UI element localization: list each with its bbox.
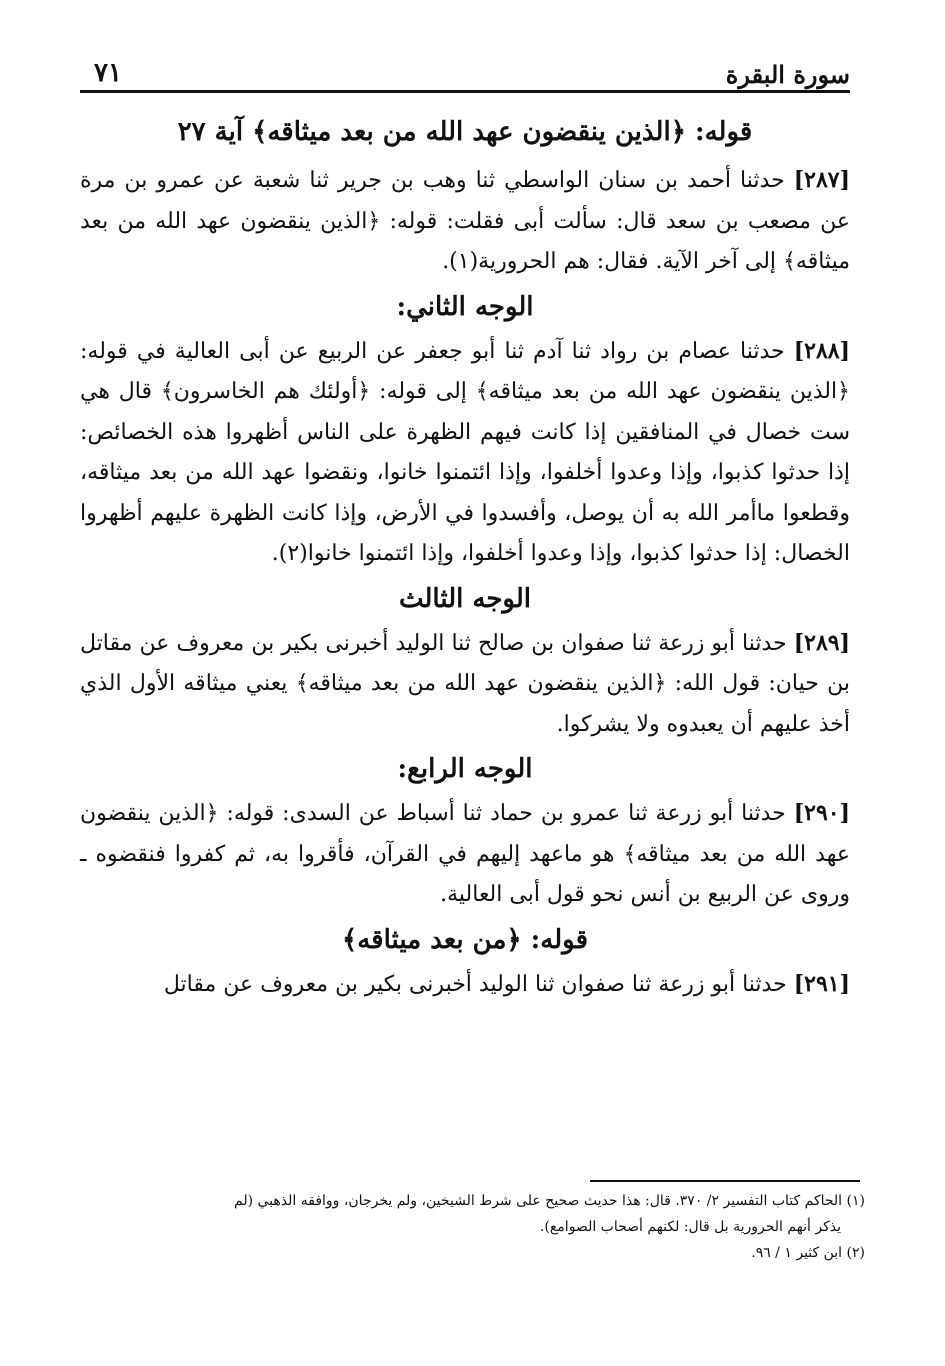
hadith-number: [٢٨٩] xyxy=(793,629,850,656)
hadith-text: حدثنا أبو زرعة ثنا صفوان ثنا الوليد أخبرنى بكير بن معروف عن مقاتل xyxy=(163,971,787,997)
footnotes xyxy=(65,1188,865,1266)
section-heading-verse-27: قوله: ﴿الذين ينقضون عهد الله من بعد ميثاقه﴾ آية ٢٧ xyxy=(177,117,753,147)
hadith-number: [٢٩١] xyxy=(793,970,850,997)
hadith-289 xyxy=(80,623,850,746)
footnote-rule xyxy=(590,1180,860,1182)
hadith-291 xyxy=(80,964,850,1006)
hadith-text: حدثنا أبو زرعة ثنا صفوان بن صالح ثنا الوليد أخبرنى بكير بن معروف عن مقاتل بن حيان: قول الله: ﴿الذين ينقضون عهد الله من بعد ميثاقه﴾ يعني ميثاقه الأول الذي أخذ عليهم أن يعبدوه ولا يشركوا. xyxy=(80,630,850,737)
hadith-290 xyxy=(80,793,850,916)
section-heading-third-aspect: الوجه الثالث xyxy=(398,583,531,614)
hadith-number: [٢٩٠] xyxy=(793,800,851,826)
page-number: ٧١ xyxy=(94,58,122,88)
main-text xyxy=(80,112,850,1005)
hadith-text: حدثنا أحمد بن سنان الواسطي ثنا وهب بن جرير ثنا شعبة عن عمرو بن مرة عن مصعب بن سعد قال: سألت أبى فقلت: قوله: ﴿الذين ينقضون عهد الله من بعد ميثاقه﴾ إلى آخر الآية. فقال: هم الحرورية(١). xyxy=(80,168,850,274)
footnote-1-line-1: (١) الحاكم كتاب التفسير ٢/ ٣٧٠. قال: هذا حديث صحيح على شرط الشيخين، ولم يخرجان، ووافقه الذهبي (لم xyxy=(234,1193,865,1209)
hadith-number: [٢٨٨] xyxy=(793,337,850,364)
section-heading-after-covenant: قوله: ﴿من بعد ميثاقه﴾ xyxy=(342,924,588,955)
page-header xyxy=(80,52,850,92)
section-heading-fourth-aspect: الوجه الرابع: xyxy=(397,754,533,784)
header-rule xyxy=(80,90,850,93)
footnote-1 xyxy=(65,1188,865,1240)
hadith-text: حدثنا أبو زرعة ثنا عمرو بن حماد ثنا أسباط عن السدى: قوله: ﴿الذين ينقضون عهد الله من بعد ميثاقه﴾ هو ماعهد إليهم في القرآن، فأقروا به، ثم كفروا فنقضوه ـ وروى عن الربيع بن أنس نحو قول أبى العالية. xyxy=(80,801,850,907)
surah-title: سورة البقرة xyxy=(725,60,850,89)
hadith-text: حدثنا عصام بن رواد ثنا آدم ثنا أبو جعفر عن الربيع عن أبى العالية في قوله: ﴿الذين ينقضون عهد الله من بعد ميثاقه﴾ إلى قوله: ﴿أولئك هم الخاسرون﴾ قال هي ست خصال في المنافقين إذا كانت فيهم الظهرة على الناس أظهروا هذه الخصائص: إذا حدثوا كذبوا، وإذا وعدوا أخلفوا، وإذا ائتمنوا خانوا، ونقضوا عهد الله من بعد ميثاقه، وقطعوا ماأمر الله به أن يوصل، وأفسدوا في الأرض، وإذا كانت الظهرة عليهم أظهروا الخصال: إذا حدثوا كذبوا، وإذا وعدوا أخلفوا، وإذا ائتمنوا خانوا(٢). xyxy=(80,338,850,566)
footnote-1-line-2: يذكر أنهم الحرورية بل قال: لكنهم أصحاب الصوامع). xyxy=(539,1219,841,1235)
footnote-2: (٢) ابن كثير ١ / ٩٦. xyxy=(751,1245,865,1261)
section-heading-second-aspect: الوجه الثاني: xyxy=(396,291,534,322)
hadith-number: [٢٨٧] xyxy=(793,167,850,193)
hadith-287 xyxy=(80,160,850,283)
hadith-288 xyxy=(80,331,850,575)
